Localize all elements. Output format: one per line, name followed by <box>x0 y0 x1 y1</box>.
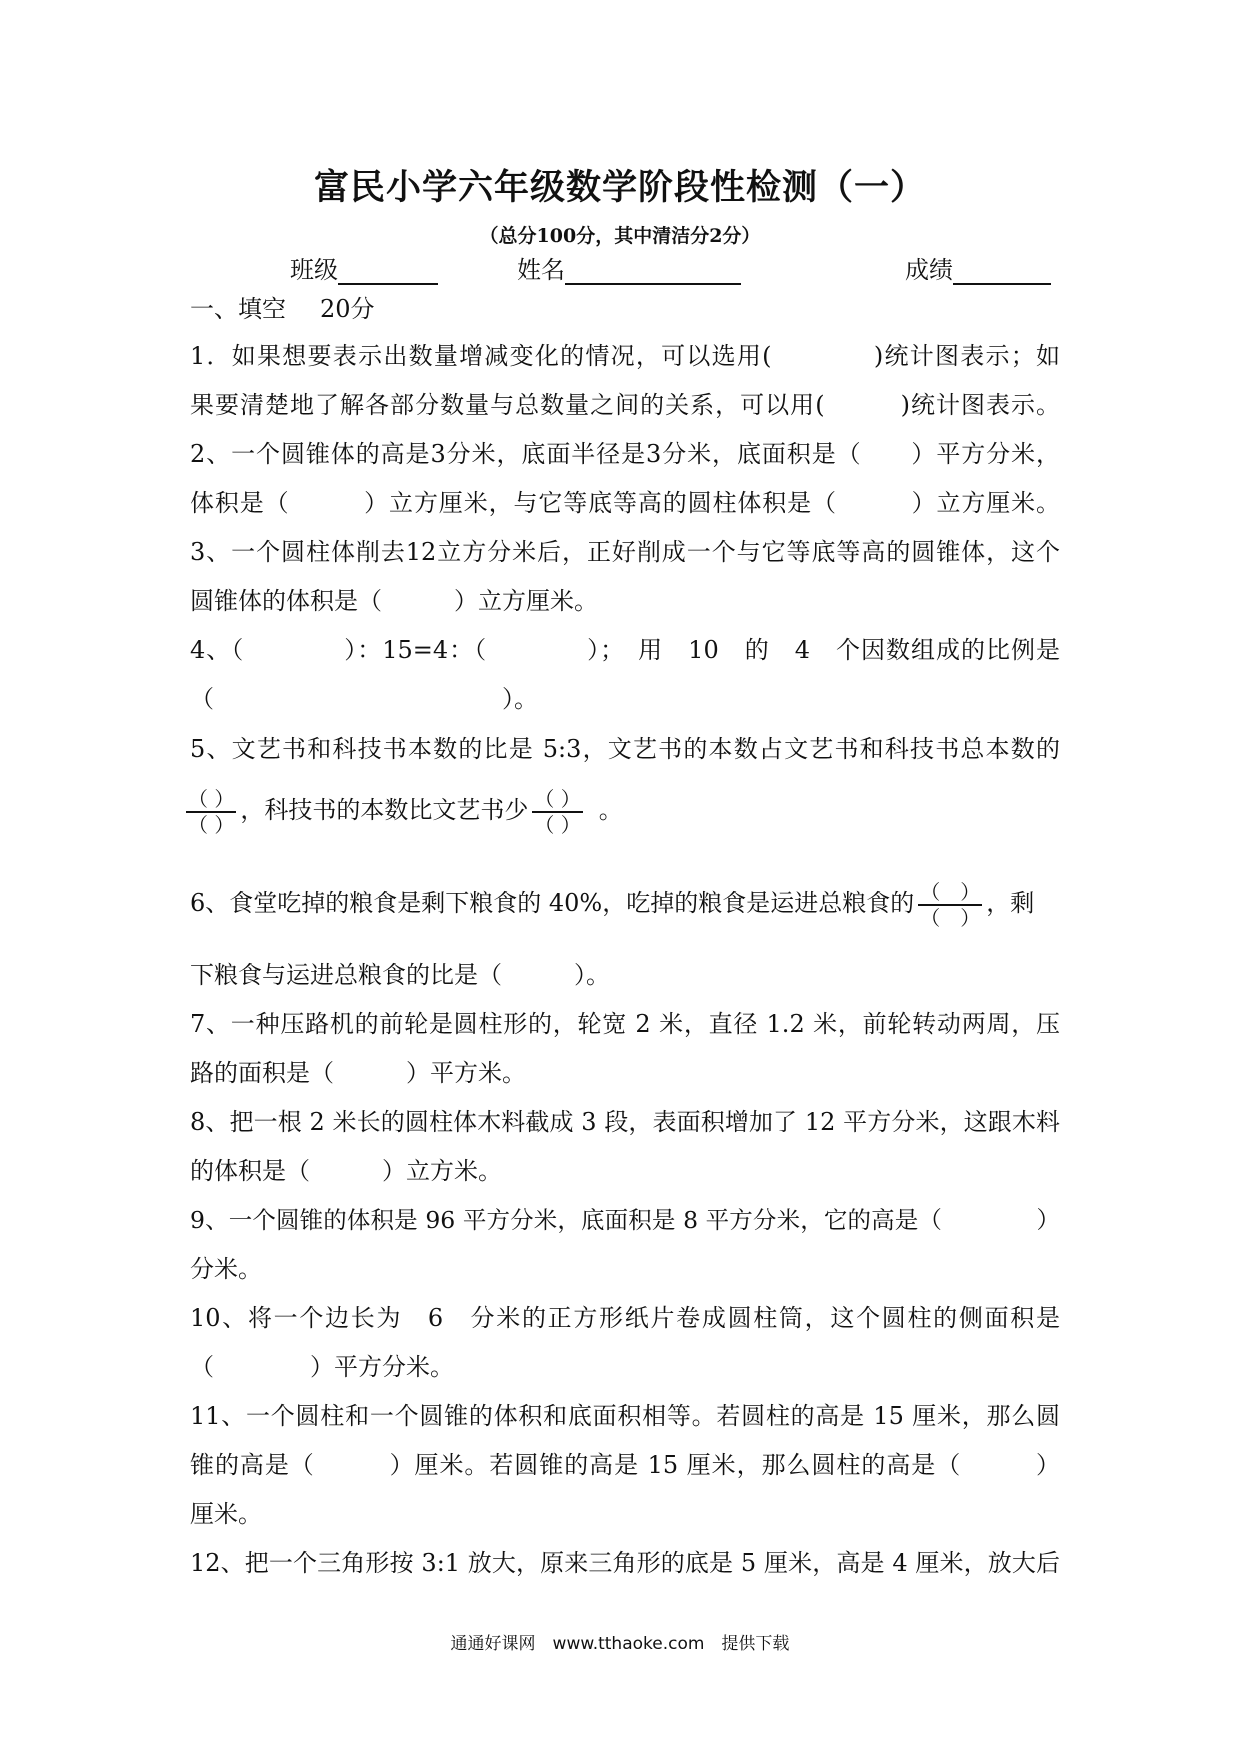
question-5-end-text: 。 <box>598 796 623 824</box>
question-3-line-2: 圆锥体的体积是（ ）立方厘米。 <box>190 587 598 615</box>
question-5-line-1: 5、文艺书和科技书本数的比是 5:3，文艺书的本数占文艺书和科技书总本数的 <box>190 735 1060 763</box>
score-blank[interactable] <box>953 257 1051 285</box>
section-heading <box>190 294 1060 324</box>
question-5-line-2 <box>182 782 1052 838</box>
question-9-line-1: 9、一个圆锥的体积是 96 平方分米，底面积是 8 平方分米，它的高是（ ） <box>190 1206 1060 1234</box>
question-6-text-b: ，剩 <box>986 889 1035 917</box>
question-10-line-1: 10、将一个边长为 6 分米的正方形纸片卷成圆柱筒，这个圆柱的侧面积是 <box>190 1304 1060 1332</box>
section-heading-text: 一、填空 <box>190 295 286 323</box>
fraction-blank <box>918 880 982 930</box>
class-field <box>290 250 438 285</box>
question-11-line-3: 厘米。 <box>190 1500 262 1528</box>
name-blank[interactable] <box>565 257 741 285</box>
fraction-blank <box>186 787 236 837</box>
question-6-line-2: 下粮食与运进总粮食的比是（ ）。 <box>190 961 610 989</box>
class-blank[interactable] <box>338 257 438 285</box>
name-label: 姓名 <box>517 256 565 284</box>
fraction-blank <box>532 787 582 837</box>
question-2-line-1: 2、一个圆锥体的高是3分米，底面半径是3分米，底面积是（ ）平方分米， <box>190 440 1060 468</box>
fraction-numerator: （ ） <box>534 786 581 811</box>
score-field <box>905 250 1051 285</box>
page-title: 富民小学六年级数学阶段性检测（一） <box>313 167 926 208</box>
question-6-text-a: 6、食堂吃掉的粮食是剩下粮食的 40%，吃掉的粮食是运进总粮食的 <box>190 889 915 917</box>
question-1-line-2: 果要清楚地了解各部分数量与总数量之间的关系，可以用( )统计图表示。 <box>190 391 1060 419</box>
question-8-line-2: 的体积是（ ）立方米。 <box>190 1157 502 1185</box>
score-label: 成绩 <box>905 256 953 284</box>
question-7-line-2: 路的面积是（ ）平方米。 <box>190 1059 526 1087</box>
question-11-line-1: 11、一个圆柱和一个圆锥的体积和底面积相等。若圆柱的高是 15 厘米，那么圆 <box>190 1402 1060 1430</box>
question-5-mid-text: ，科技书的本数比文艺书少 <box>240 796 529 824</box>
fraction-denominator: （ ） <box>534 812 581 837</box>
question-7-line-1: 7、一种压路机的前轮是圆柱形的，轮宽 2 米，直径 1.2 米，前轮转动两周，压 <box>190 1010 1060 1038</box>
question-11-line-2: 锥的高是（ ）厘米。若圆锥的高是 15 厘米，那么圆柱的高是（ ） <box>190 1451 1060 1479</box>
class-label: 班级 <box>290 256 338 284</box>
question-3-line-1: 3、一个圆柱体削去12立方分米后，正好削成一个与它等底等高的圆锥体，这个 <box>190 538 1060 566</box>
question-6-line-1 <box>190 875 1060 931</box>
fraction-numerator: （ ） <box>920 879 981 904</box>
fraction-numerator: （ ） <box>188 786 235 811</box>
question-10-line-2: （ ）平方分米。 <box>190 1353 454 1381</box>
page-footer: 通通好课网 www.tthaoke.com 提供下载 <box>450 1634 790 1654</box>
fraction-denominator: （ ） <box>920 905 981 930</box>
fraction-denominator: （ ） <box>188 812 235 837</box>
page-subtitle: （总分100分，其中清洁分2分） <box>479 225 761 247</box>
question-1-line-1: 1．如果想要表示出数量增减变化的情况，可以选用( )统计图表示；如 <box>190 342 1060 370</box>
question-12-line-1: 12、把一个三角形按 3:1 放大，原来三角形的底是 5 厘米，高是 4 厘米，放大后 <box>190 1549 1060 1577</box>
name-field <box>517 250 741 285</box>
question-4-line-1: 4、（ ）：15=4：（ ）； 用 10 的 4 个因数组成的比例是 <box>190 636 1060 664</box>
question-2-line-2: 体积是（ ）立方厘米，与它等底等高的圆柱体积是（ ）立方厘米。 <box>190 489 1060 517</box>
question-4-line-2: （ ）。 <box>190 685 538 713</box>
section-points: 20分 <box>320 295 375 323</box>
question-8-line-1: 8、把一根 2 米长的圆柱体木料截成 3 段，表面积增加了 12 平方分米，这跟木料 <box>190 1108 1060 1136</box>
question-9-line-2: 分米。 <box>190 1255 262 1283</box>
